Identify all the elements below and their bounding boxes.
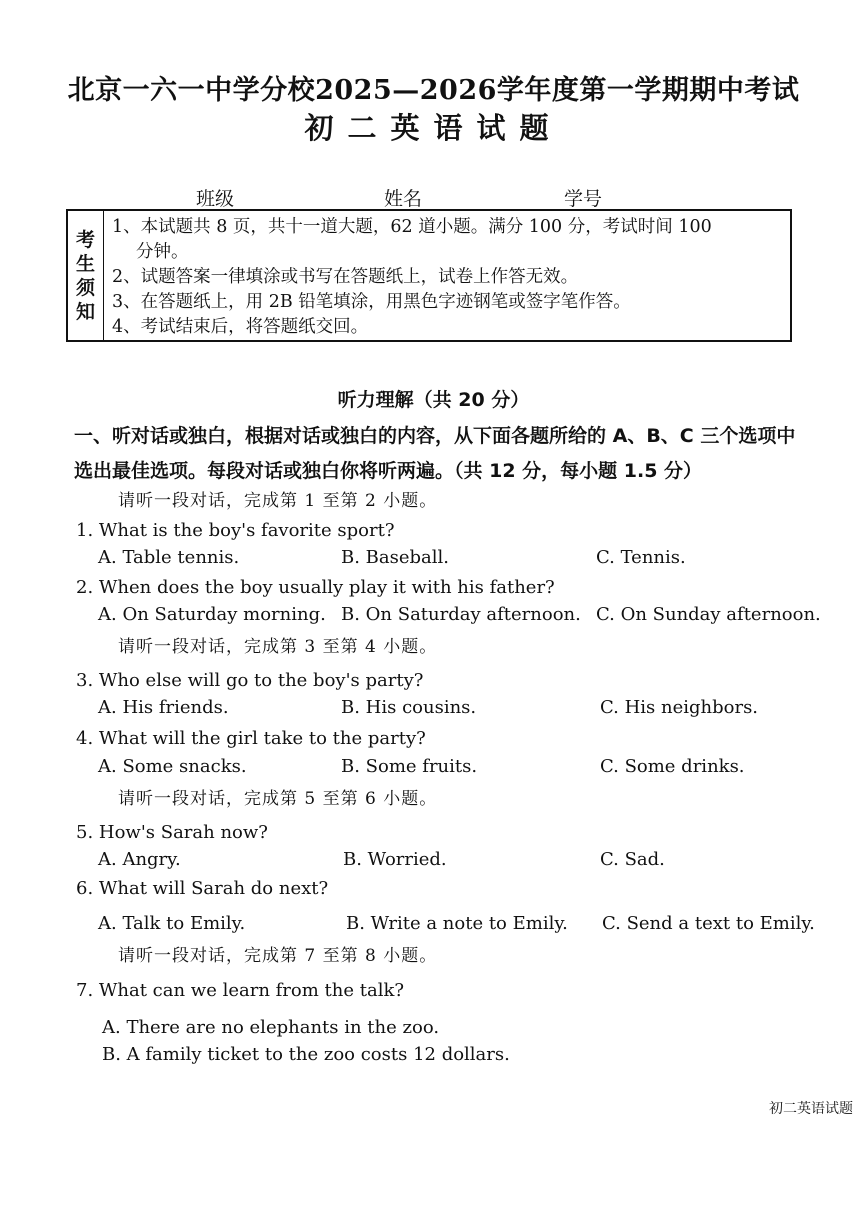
notice-box (66, 209, 792, 342)
option-a: A. Some snacks. (98, 756, 247, 777)
id-label: 学号 (564, 188, 603, 210)
part-instruction-line2: 选出最佳选项。每段对话或独白你将听两遍。（共 12 分，每小题 1.5 分） (74, 460, 703, 482)
notice-item-continued: 分钟。 (136, 242, 189, 262)
notice-item: 1、本试题共 8 页，共十一道大题，62 道小题。满分 100 分，考试时间 100 (112, 217, 712, 237)
option-c: C. Sad. (600, 849, 665, 870)
option-b: B. A family ticket to the zoo costs 12 dollars. (102, 1044, 510, 1065)
notice-label-char: 考 (75, 228, 95, 251)
option-a: A. Talk to Emily. (98, 913, 246, 934)
option-b: B. Some fruits. (341, 756, 478, 777)
notice-item: 2、试题答案一律填涂或书写在答题纸上，试卷上作答无效。 (112, 267, 579, 287)
notice-label (68, 211, 104, 340)
option-a: A. Table tennis. (98, 547, 240, 568)
listening-instruction: 请听一段对话，完成第 5 至第 6 小题。 (118, 789, 438, 809)
page-footer: 初二英语试题 (769, 1101, 853, 1117)
option-c: C. Tennis. (596, 547, 686, 568)
option-b: B. Baseball. (341, 547, 450, 568)
section-title: 听力理解（共 20 分） (337, 389, 530, 411)
question-6: 6. What will Sarah do next? (76, 878, 329, 899)
exam-title: 北京一六一中学分校2025—2026学年度第一学期期中考试 (67, 75, 800, 106)
question-2: 2. When does the boy usually play it with his father? (76, 577, 555, 598)
question-3: 3. Who else will go to the boy's party? (76, 670, 424, 691)
question-5: 5. How's Sarah now? (76, 822, 268, 843)
option-c: C. His neighbors. (600, 697, 759, 718)
option-c: C. On Sunday afternoon. (596, 604, 821, 625)
option-a: A. His friends. (98, 697, 229, 718)
option-b: B. Write a note to Emily. (346, 913, 568, 934)
notice-items (112, 215, 784, 340)
listening-instruction: 请听一段对话，完成第 7 至第 8 小题。 (118, 946, 438, 966)
notice-label-char: 知 (75, 300, 95, 323)
question-1: 1. What is the boy's favorite sport? (76, 520, 395, 541)
option-c: C. Some drinks. (600, 756, 745, 777)
class-label: 班级 (196, 188, 235, 210)
name-label: 姓名 (384, 188, 423, 210)
question-7: 7. What can we learn from the talk? (76, 980, 405, 1001)
option-b: B. On Saturday afternoon. (341, 604, 581, 625)
exam-subtitle: 初二英语试题 (304, 111, 563, 145)
listening-instruction: 请听一段对话，完成第 3 至第 4 小题。 (118, 637, 438, 657)
question-4: 4. What will the girl take to the party? (76, 728, 426, 749)
student-info-row (196, 184, 694, 211)
option-a: A. On Saturday morning. (98, 604, 326, 625)
notice-label-char: 须 (75, 276, 95, 299)
listening-instruction: 请听一段对话，完成第 1 至第 2 小题。 (118, 491, 438, 511)
notice-item: 4、考试结束后，将答题纸交回。 (112, 317, 369, 337)
notice-item: 3、在答题纸上，用 2B 铅笔填涂，用黑色字迹钢笔或签字笔作答。 (112, 292, 631, 312)
option-a: A. Angry. (98, 849, 181, 870)
part-instruction-line1: 一、听对话或独白，根据对话或独白的内容，从下面各题所给的 A、B、C 三个选项中 (74, 425, 796, 447)
option-a: A. There are no elephants in the zoo. (102, 1017, 440, 1038)
option-b: B. Worried. (343, 849, 447, 870)
option-b: B. His cousins. (341, 697, 477, 718)
option-c: C. Send a text to Emily. (602, 913, 815, 934)
notice-label-char: 生 (75, 252, 95, 275)
